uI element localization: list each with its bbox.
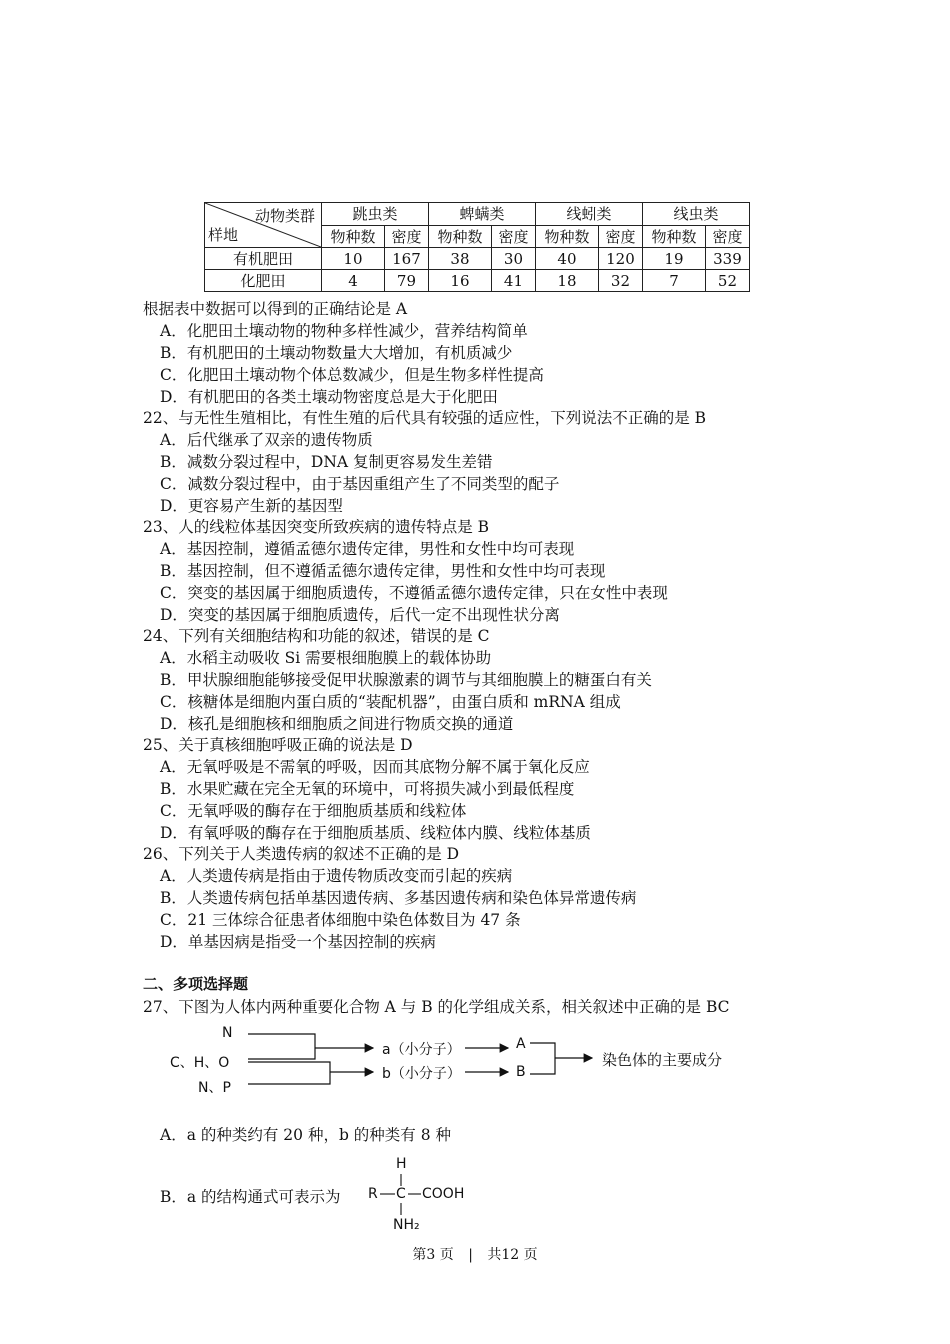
- q21-option-a: A．化肥田土壤动物的物种多样性减少，营养结构简单: [160, 322, 528, 340]
- table-cell: 120: [598, 248, 642, 270]
- table-cell: 52: [705, 270, 749, 292]
- row-label: 化肥田: [205, 270, 322, 292]
- sub-header: 密度: [384, 225, 428, 248]
- table-cell: 4: [322, 270, 385, 292]
- section-title: 二、多项选择题: [143, 975, 249, 993]
- q24-option-b: B．甲状腺细胞能够接受促甲状腺激素的调节与其细胞膜上的糖蛋白有关: [160, 671, 652, 689]
- sub-header: 密度: [491, 225, 535, 248]
- group-header: 蜱螨类: [429, 203, 536, 226]
- table-cell: 16: [429, 270, 492, 292]
- question-23-stem: 23、人的线粒体基因突变所致疾病的遗传特点是 B: [143, 518, 490, 536]
- q23-option-d: D．突变的基因属于细胞质遗传，后代一定不出现性状分离: [160, 606, 560, 624]
- small-molecule-a: a（小分子）: [382, 1042, 461, 1058]
- sub-header: 密度: [598, 225, 642, 248]
- group-header: 跳虫类: [322, 203, 429, 226]
- page-number: 第3 页: [412, 1247, 454, 1263]
- element-cho: C、H、O: [170, 1055, 230, 1071]
- q23-option-c: C．突变的基因属于细胞质遗传，不遵循孟德尔遗传定律，只在女性中表现: [160, 584, 668, 602]
- q27-option-a: A．a 的种类约有 20 种，b 的种类有 8 种: [160, 1126, 452, 1144]
- element-np: N、P: [198, 1080, 231, 1096]
- q22-option-d: D．更容易产生新的基因型: [160, 497, 343, 515]
- table-cell: 38: [429, 248, 492, 270]
- q23-option-a: A．基因控制，遵循孟德尔遗传定律，男性和女性中均可表现: [160, 540, 575, 558]
- q25-option-b: B．水果贮藏在完全无氧的环境中，可将损失减小到最低程度: [160, 780, 575, 798]
- table-cell: 167: [384, 248, 428, 270]
- question-21-stem: 根据表中数据可以得到的正确结论是 A: [143, 300, 408, 318]
- table-cell: 32: [598, 270, 642, 292]
- question-22-stem: 22、与无性生殖相比，有性生殖的后代具有较强的适应性，下列说法不正确的是 B: [143, 409, 707, 427]
- page-total: 共12 页: [487, 1247, 538, 1263]
- q25-option-a: A．无氧呼吸是不需氧的呼吸，因而其底物分解不属于氧化反应: [160, 758, 590, 776]
- q27-option-b: B．a 的结构通式可表示为: [160, 1188, 341, 1206]
- q24-option-c: C．核糖体是细胞内蛋白质的“装配机器”，由蛋白质和 mRNA 组成: [160, 693, 621, 711]
- question-25-stem: 25、关于真核细胞呼吸正确的说法是 D: [143, 736, 413, 754]
- q24-option-d: D．核孔是细胞核和细胞质之间进行物质交换的通道: [160, 715, 514, 733]
- footer-separator: |: [468, 1247, 473, 1263]
- table-corner-header: [205, 203, 322, 248]
- sub-header: 物种数: [322, 225, 385, 248]
- compound-b: B: [516, 1064, 526, 1080]
- table-cell: 19: [643, 248, 706, 270]
- question-24-stem: 24、下列有关细胞结构和功能的叙述，错误的是 C: [143, 627, 490, 645]
- q21-option-c: C．化肥田土壤动物个体总数减少，但是生物多样性提高: [160, 366, 544, 384]
- q25-option-c: C．无氧呼吸的酶存在于细胞质基质和线粒体: [160, 802, 467, 820]
- chromosome-component: 染色体的主要成分: [602, 1051, 723, 1069]
- q21-option-b: B．有机肥田的土壤动物数量大大增加，有机质减少: [160, 344, 513, 362]
- group-header: 线虫类: [643, 203, 750, 226]
- small-molecule-b: b（小分子）: [382, 1066, 461, 1082]
- table-cell: 30: [491, 248, 535, 270]
- q24-option-a: A．水稻主动吸收 Si 需要根细胞膜上的载体协助: [160, 649, 492, 667]
- q26-option-a: A．人类遗传病是指由于遗传物质改变而引起的疾病: [160, 867, 513, 885]
- compound-a: A: [516, 1036, 526, 1052]
- formula-c: C: [396, 1186, 406, 1202]
- amino-acid-formula: [368, 1154, 488, 1240]
- q26-option-c: C．21 三体综合征患者体细胞中染色体数目为 47 条: [160, 911, 521, 929]
- table-cell: 40: [536, 248, 599, 270]
- question-26-stem: 26、下列关于人类遗传病的叙述不正确的是 D: [143, 845, 460, 863]
- corner-bottom-label: 样地: [208, 226, 239, 244]
- corner-top-label: 动物类群: [254, 207, 315, 225]
- table-cell: 41: [491, 270, 535, 292]
- sub-header: 物种数: [643, 225, 706, 248]
- table-row: [205, 248, 750, 270]
- table-row: [205, 270, 750, 292]
- group-header: 线蚓类: [536, 203, 643, 226]
- question-27-stem: 27、下图为人体内两种重要化合物 A 与 B 的化学组成关系，相关叙述中正确的是 BC: [143, 998, 730, 1016]
- q22-option-b: B．减数分裂过程中，DNA 复制更容易发生差错: [160, 453, 493, 471]
- table-cell: 79: [384, 270, 428, 292]
- formula-r: R: [368, 1186, 378, 1202]
- table-cell: 18: [536, 270, 599, 292]
- sub-header: 物种数: [536, 225, 599, 248]
- sub-header: 物种数: [429, 225, 492, 248]
- q21-option-d: D．有机肥田的各类土壤动物密度总是大于化肥田: [160, 388, 498, 406]
- formula-nh2: NH₂: [393, 1217, 420, 1233]
- q26-option-b: B．人类遗传病包括单基因遗传病、多基因遗传病和染色体异常遗传病: [160, 889, 637, 907]
- composition-diagram: [160, 1022, 780, 1112]
- formula-cooh: COOH: [422, 1186, 465, 1202]
- soil-animal-table: [204, 202, 750, 292]
- row-label: 有机肥田: [205, 248, 322, 270]
- q22-option-a: A．后代继承了双亲的遗传物质: [160, 431, 373, 449]
- q26-option-d: D．单基因病是指受一个基因控制的疾病: [160, 933, 436, 951]
- q23-option-b: B．基因控制，但不遵循孟德尔遗传定律，男性和女性中均可表现: [160, 562, 606, 580]
- q25-option-d: D．有氧呼吸的酶存在于细胞质基质、线粒体内膜、线粒体基质: [160, 824, 591, 842]
- page-footer: [0, 1244, 950, 1264]
- table-cell: 10: [322, 248, 385, 270]
- q22-option-c: C．减数分裂过程中，由于基因重组产生了不同类型的配子: [160, 475, 560, 493]
- element-n: N: [222, 1025, 233, 1041]
- table-cell: 339: [705, 248, 749, 270]
- formula-h: H: [396, 1156, 407, 1172]
- sub-header: 密度: [705, 225, 749, 248]
- table-cell: 7: [643, 270, 706, 292]
